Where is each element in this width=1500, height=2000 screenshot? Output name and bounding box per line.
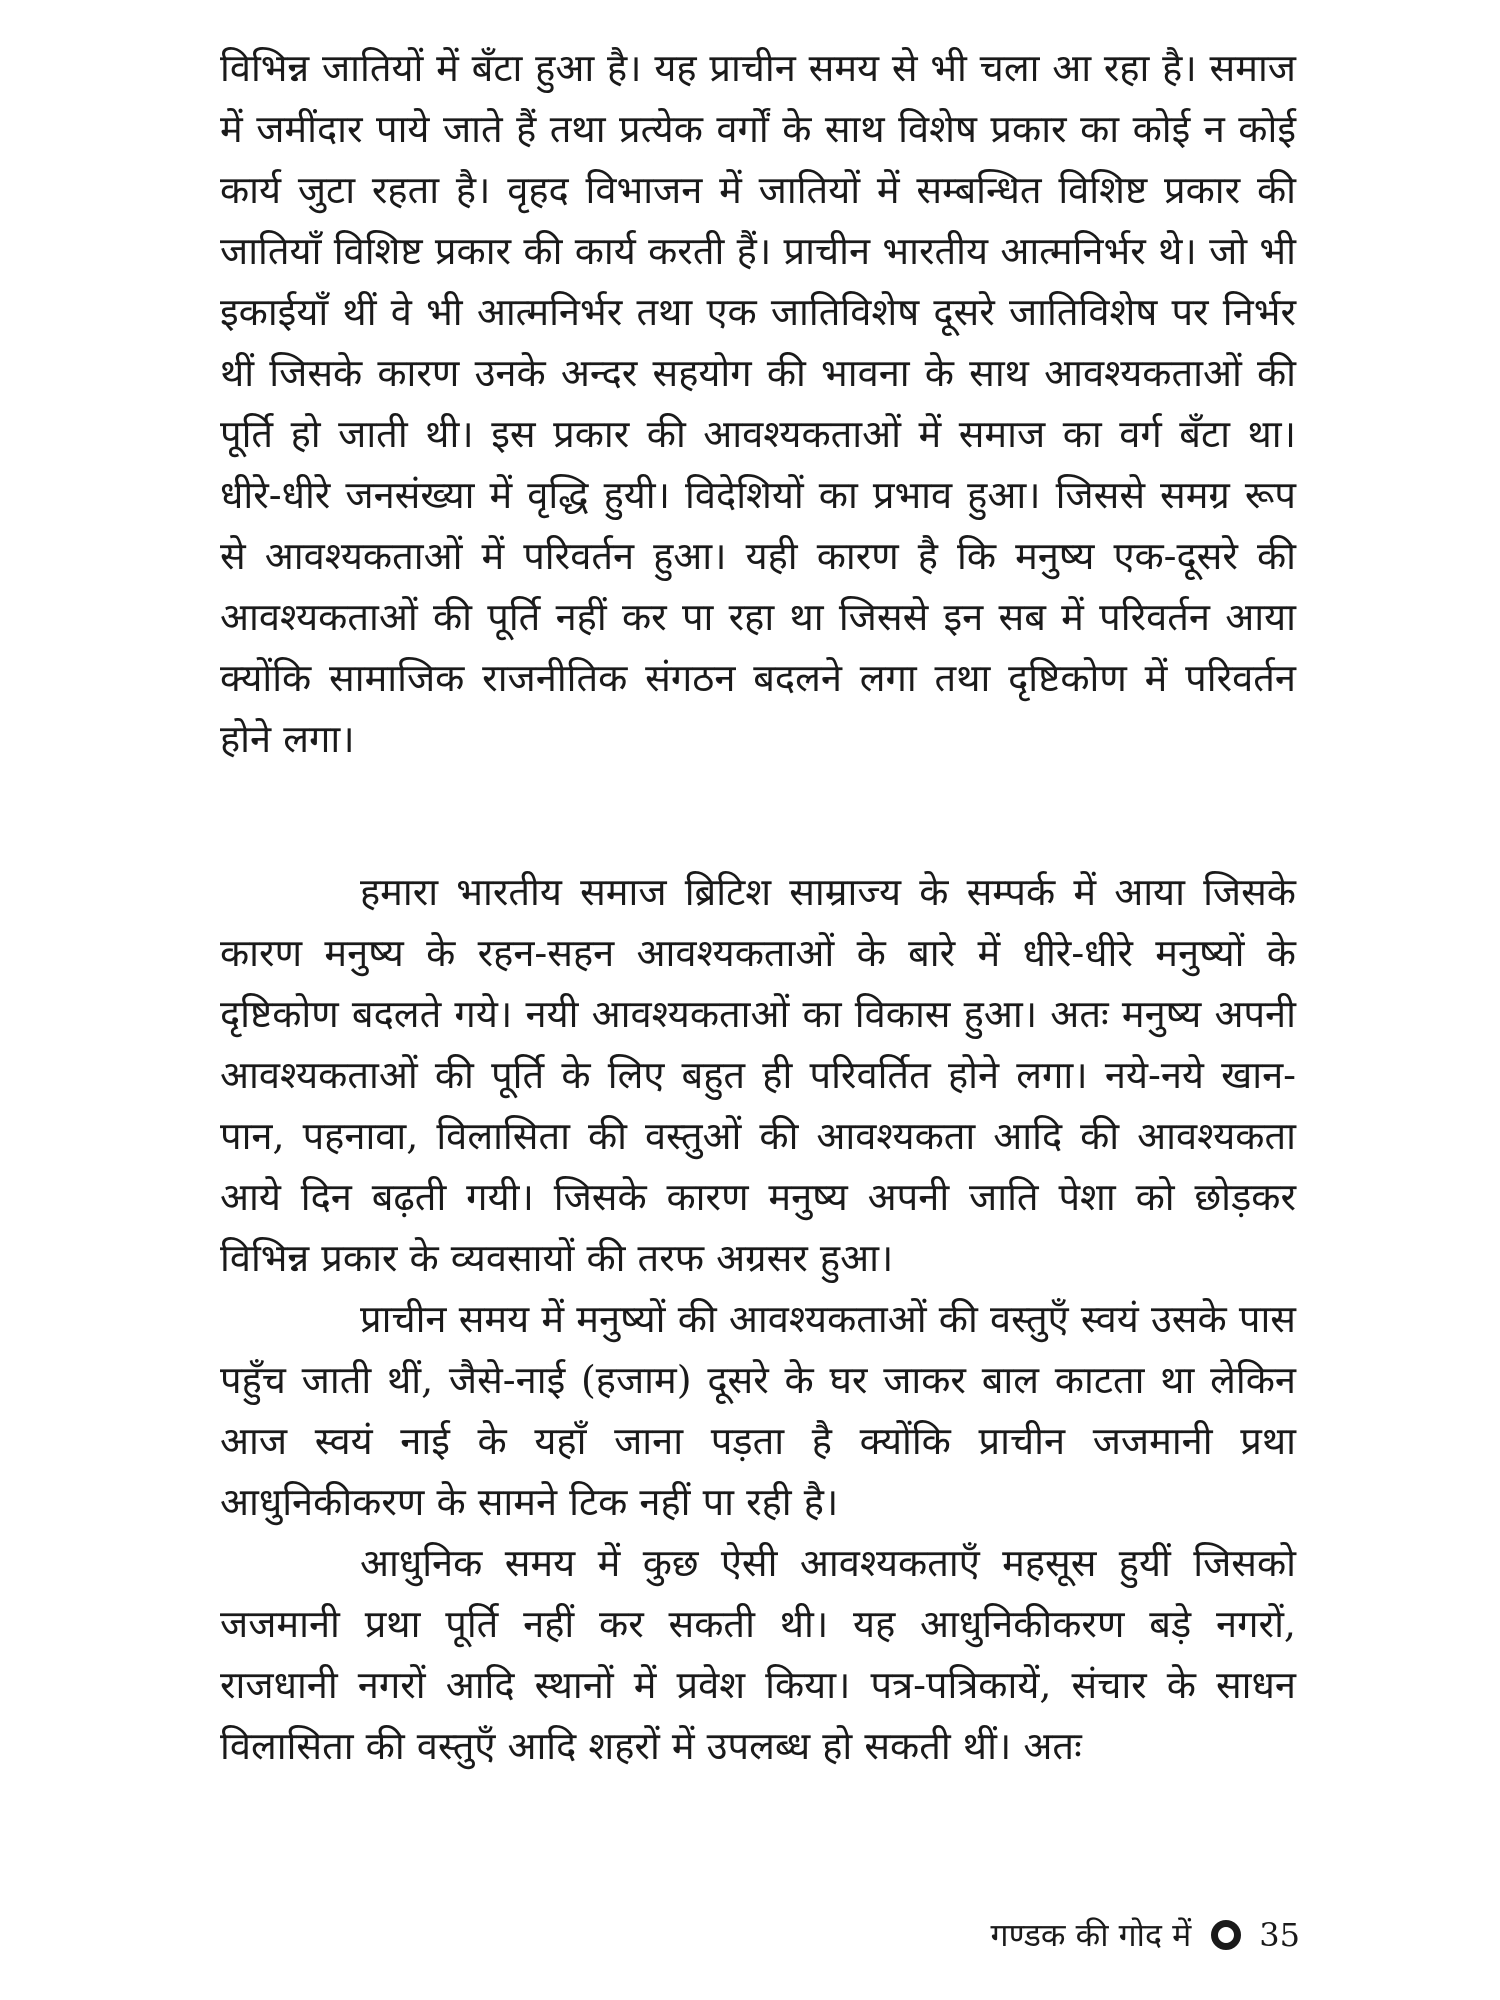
page-number: 35 — [1259, 1916, 1300, 1954]
page-body — [220, 38, 1296, 1777]
paragraph-1: विभिन्न जातियों में बँटा हुआ है। यह प्राचीन समय से भी चला आ रहा है। समाज में जमींदार पाये जाते हैं तथा प्रत्येक वर्गों के साथ विशेष प्रकार का कोई न कोई कार्य जुटा रहता है। वृहद विभाजन में जातियों में सम्बन्धित विशिष्ट प्रकार की जातियाँ विशिष्ट प्रकार की कार्य करती हैं। प्राचीन भारतीय आत्मनिर्भर थे। जो भी इकाईयाँ थीं वे भी आत्मनिर्भर तथा एक जातिविशेष दूसरे जातिविशेष पर निर्भर थीं जिसके कारण उनके अन्दर सहयोग की भावना के साथ आवश्यकताओं की पूर्ति हो जाती थी। इस प्रकार की आवश्यकताओं में समाज का वर्ग बँटा था। धीरे-धीरे जनसंख्या में वृद्धि हुयी। विदेशियों का प्रभाव हुआ। जिससे समग्र रूप से आवश्यकताओं में परिवर्तन हुआ। यही कारण है कि मनुष्य एक-दूसरे की आवश्यकताओं की पूर्ति नहीं कर पा रहा था जिससे इन सब में परिवर्तन आया क्योंकि सामाजिक राजनीतिक संगठन बदलने लगा तथा दृष्टिकोण में परिवर्तन होने लगा। — [220, 46, 1296, 761]
circle-ornament-icon — [1211, 1920, 1241, 1950]
page-footer — [880, 1910, 1300, 1960]
paragraph-2: हमारा भारतीय समाज ब्रिटिश साम्राज्य के सम्पर्क में आया जिसके कारण मनुष्य के रहन-सहन आवश्यकताओं के बारे में धीरे-धीरे मनुष्यों के दृष्टिकोण बदलते गये। नयी आवश्यकताओं का विकास हुआ। अतः मनुष्य अपनी आवश्यकताओं की पूर्ति के लिए बहुत ही परिवर्तित होने लगा। नये-नये खान-पान, पहनावा, विलासिता की वस्तुओं की आवश्यकता आदि की आवश्यकता आये दिन बढ़ती गयी। जिसके कारण मनुष्य अपनी जाति पेशा को छोड़कर विभिन्न प्रकार के व्यवसायों की तरफ अग्रसर हुआ। — [220, 870, 1296, 1280]
paragraph-3: प्राचीन समय में मनुष्यों की आवश्यकताओं की वस्तुएँ स्वयं उसके पास पहुँच जाती थीं, जैसे-नाई (हजाम) दूसरे के घर जाकर बाल काटता था लेकिन आज स्वयं नाई के यहाँ जाना पड़ता है क्योंकि प्राचीन जजमानी प्रथा आधुनिकीकरण के सामने टिक नहीं पा रही है। — [220, 1297, 1296, 1524]
paragraph-gap — [220, 770, 1296, 862]
book-title: गण्डक की गोद में — [990, 1916, 1192, 1954]
paragraph-4: आधुनिक समय में कुछ ऐसी आवश्यकताएँ महसूस हुयीं जिसको जजमानी प्रथा पूर्ति नहीं कर सकती थी। यह आधुनिकीकरण बड़े नगरों, राजधानी नगरों आदि स्थानों में प्रवेश किया। पत्र-पत्रिकायें, संचार के साधन विलासिता की वस्तुएँ आदि शहरों में उपलब्ध हो सकती थीं। अतः — [220, 1541, 1296, 1768]
